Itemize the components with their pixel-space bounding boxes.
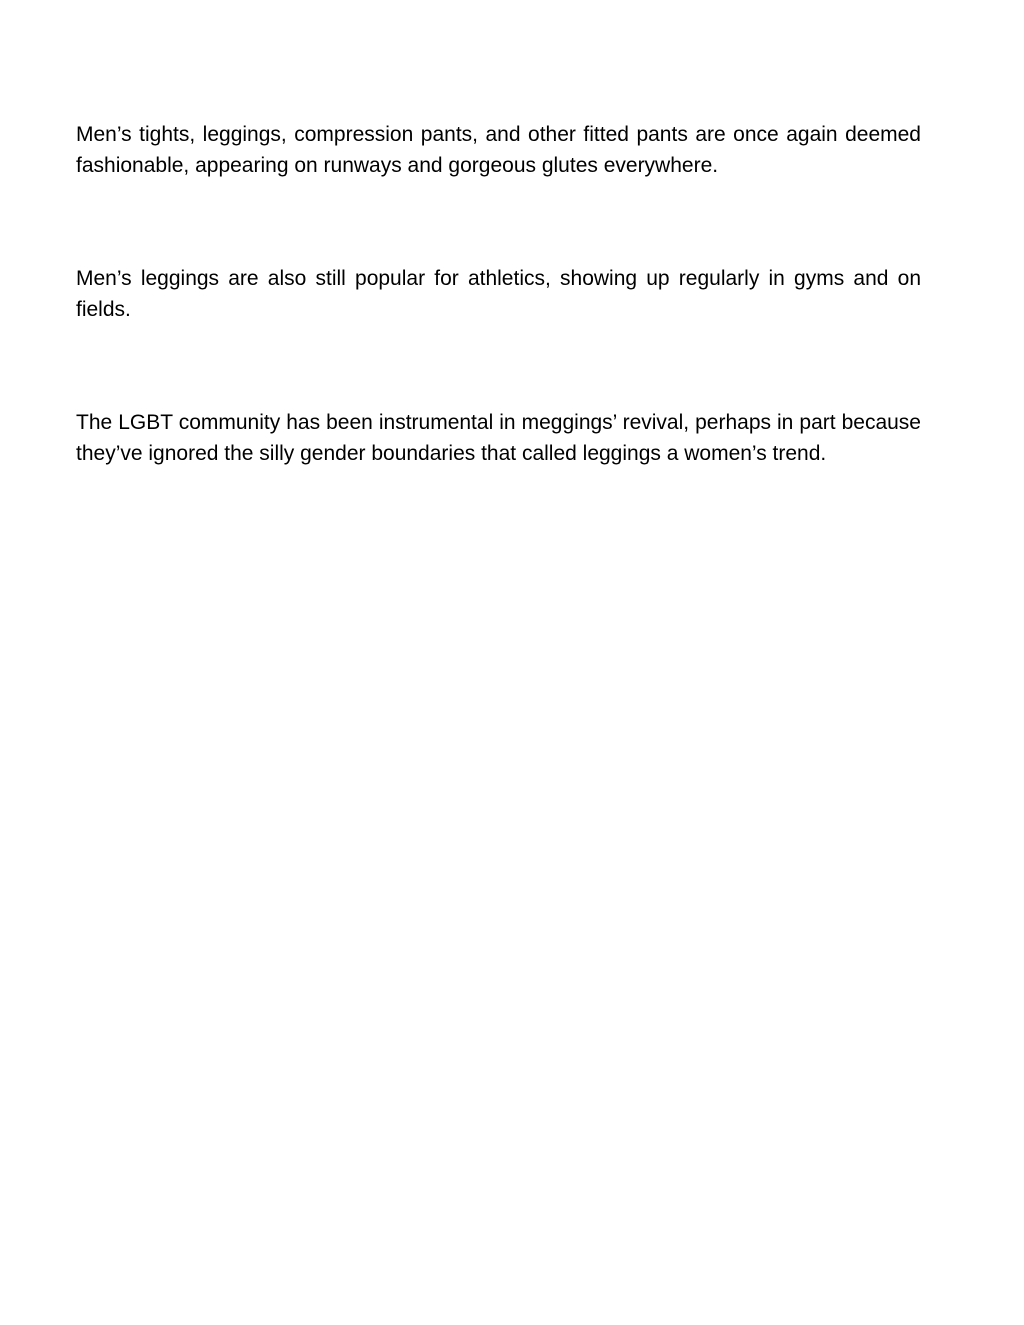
paragraph-3: The LGBT community has been instrumental in meggings’ revival, perhaps in part because they’ve ignored the silly gender boundaries that called leggings a women’s trend. bbox=[76, 411, 921, 465]
paragraph-2: Men’s leggings are also still popular for athletics, showing up regularly in gyms and on fields. bbox=[76, 267, 921, 321]
paragraph-1: Men’s tights, leggings, compression pants, and other fitted pants are once again deemed fashionable, appearing on runways and gorgeous glutes everywhere. bbox=[76, 123, 921, 177]
